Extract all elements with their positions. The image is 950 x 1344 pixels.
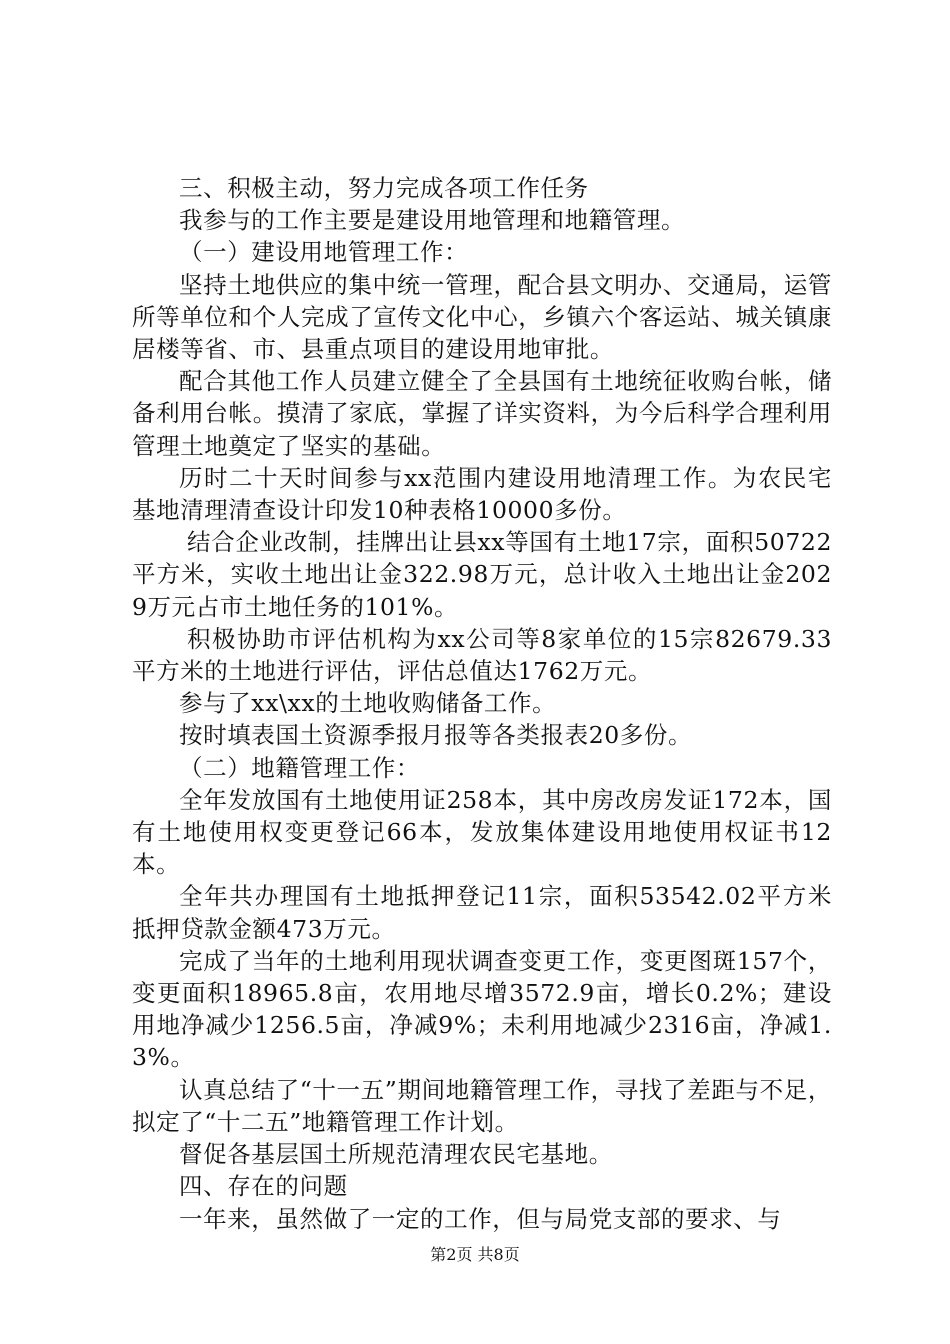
paragraph: 配合其他工作人员建立健全了全县国有土地统征收购台帐，储备利用台帐。摸清了家底，掌握了详实资料，为今后科学合理利用管理土地奠定了坚实的基础。	[132, 367, 832, 460]
page-number-label: 第2页 共8页	[430, 1245, 520, 1264]
page-footer	[0, 1245, 950, 1265]
paragraph: 坚持土地供应的集中统一管理，配合县文明办、交通局，运管所等单位和个人完成了宣传文化中心，乡镇六个客运站、城关镇康居楼等省、市、县重点项目的建设用地审批。	[132, 270, 832, 364]
subsection-heading-two: （二）地籍管理工作：	[179, 753, 420, 782]
section-heading-four: 四、存在的问题	[179, 1172, 348, 1201]
paragraph: 全年共办理国有土地抵押登记11宗，面积53542.02平方米抵押贷款金额473万元。	[132, 882, 832, 943]
paragraph: 积极协助市评估机构为xx公司等8家单位的15宗82679.33平方米的土地进行评估，评估总值达1762万元。	[132, 624, 832, 686]
subsection-heading-one: （一）建设用地管理工作：	[179, 238, 469, 267]
section-heading-three: 三、积极主动，努力完成各项工作任务	[179, 174, 589, 202]
paragraph: 结合企业改制，挂牌出让县xx等国有土地17宗，面积50722平方米，实收土地出让金322.98万元，总计收入土地出让金2029万元占市土地任务的101%。	[132, 528, 832, 621]
paragraph: 一年来，虽然做了一定的工作，但与局党支部的要求、与	[179, 1204, 782, 1233]
paragraph: 参与了xx\xx的土地收购储备工作。	[179, 689, 557, 718]
paragraph: 认真总结了“十一五”期间地籍管理工作，寻找了差距与不足，拟定了“十二五”地籍管理工作计划。	[132, 1075, 832, 1136]
paragraph: 全年发放国有土地使用证258本，其中房改房发证172本，国有土地使用权变更登记66本，发放集体建设用地使用权证书12本。	[132, 785, 832, 879]
paragraph: 督促各基层国土所规范清理农民宅基地。	[179, 1140, 613, 1169]
paragraph: 完成了当年的土地利用现状调查变更工作，变更图斑157个，变更面积18965.8亩，农用地尽增3572.9亩，增长0.2%；建设用地净减少1256.5亩，净减9%；未利用地减少2316亩，净减1.3%。	[132, 946, 832, 1072]
paragraph: 我参与的工作主要是建设用地管理和地籍管理。	[179, 206, 686, 235]
paragraph: 按时填表国土资源季报月报等各类报表20多份。	[179, 721, 693, 750]
document-body	[132, 172, 832, 1235]
paragraph: 历时二十天时间参与xx范围内建设用地清理工作。为农民宅基地清理清查设计印发10种表格10000多份。	[132, 463, 832, 525]
